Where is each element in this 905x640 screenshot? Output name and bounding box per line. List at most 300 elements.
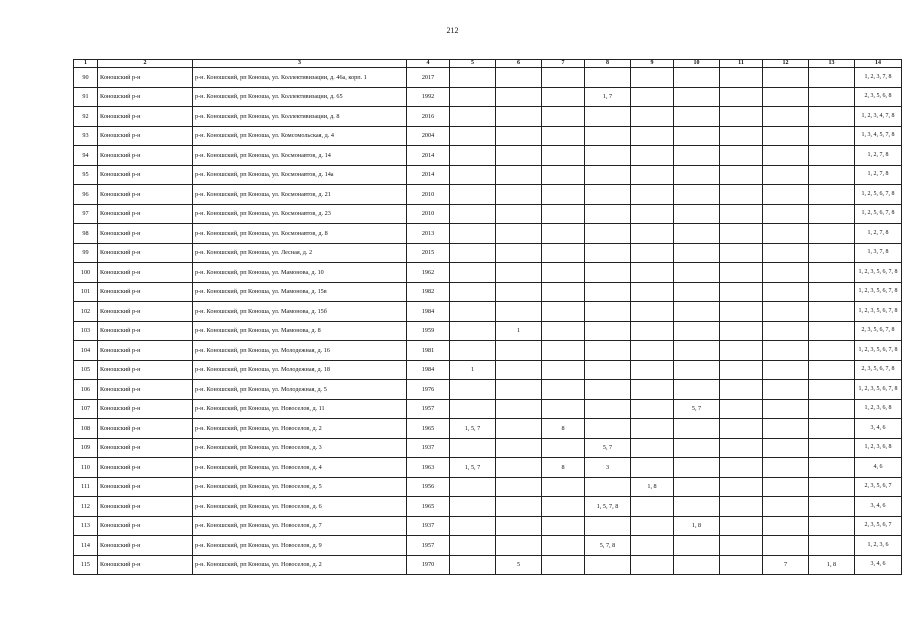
table-cell-col-4: 1965 [407, 497, 450, 517]
table-cell-col-12 [763, 185, 809, 205]
table-cell-col-12 [763, 458, 809, 478]
table-cell-col-2: Коношский р-н [98, 360, 193, 380]
table-cell-col-14: 2, 3, 5, 6, 7, 8 [855, 321, 902, 341]
table-cell-col-12 [763, 165, 809, 185]
table-row [74, 185, 902, 205]
table-cell-col-1: 92 [74, 107, 98, 127]
column-header-4: 4 [407, 60, 450, 68]
table-cell-col-14: 1, 2, 3, 6, 8 [855, 399, 902, 419]
table-cell-col-10 [674, 341, 720, 361]
table-cell-col-14: 1, 2, 7, 8 [855, 146, 902, 166]
table-cell-col-8 [585, 282, 631, 302]
table-cell-col-12 [763, 243, 809, 263]
table-cell-col-13 [809, 536, 855, 556]
table-cell-col-2: Коношский р-н [98, 438, 193, 458]
table-cell-col-8: 1, 7 [585, 87, 631, 107]
table-cell-col-5 [450, 477, 496, 497]
table-cell-col-11 [720, 497, 763, 517]
table-cell-col-10 [674, 536, 720, 556]
table-cell-col-11 [720, 380, 763, 400]
table-cell-col-1: 91 [74, 87, 98, 107]
table-cell-col-8 [585, 68, 631, 88]
table-cell-col-8 [585, 360, 631, 380]
housing-register-table [73, 59, 902, 575]
table-cell-col-3: р-н. Коношский, рп Коноша, ул. Мамонова, д. 15б [193, 302, 407, 322]
table-cell-col-4: 1937 [407, 516, 450, 536]
table-cell-col-14: 2, 3, 5, 6, 7, 8 [855, 360, 902, 380]
table-cell-col-11 [720, 243, 763, 263]
table-cell-col-12 [763, 477, 809, 497]
table-cell-col-10 [674, 497, 720, 517]
table-cell-col-11 [720, 87, 763, 107]
table-cell-col-13 [809, 165, 855, 185]
table-cell-col-2: Коношский р-н [98, 282, 193, 302]
table-cell-col-13 [809, 458, 855, 478]
table-body [74, 68, 902, 575]
table-cell-col-14: 1, 2, 5, 6, 7, 8 [855, 204, 902, 224]
table-cell-col-10 [674, 263, 720, 283]
table-cell-col-7 [542, 380, 585, 400]
table-cell-col-6 [496, 68, 542, 88]
table-cell-col-9 [631, 263, 674, 283]
table-cell-col-6 [496, 224, 542, 244]
table-cell-col-13 [809, 302, 855, 322]
table-cell-col-1: 93 [74, 126, 98, 146]
table-cell-col-14: 1, 2, 3, 5, 6, 7, 8 [855, 380, 902, 400]
column-header-9: 9 [631, 60, 674, 68]
table-cell-col-4: 1963 [407, 458, 450, 478]
table-cell-col-14: 2, 3, 5, 6, 7 [855, 516, 902, 536]
table-row [74, 263, 902, 283]
table-cell-col-6 [496, 282, 542, 302]
table-cell-col-1: 114 [74, 536, 98, 556]
table-cell-col-12 [763, 438, 809, 458]
table-cell-col-1: 108 [74, 419, 98, 439]
table-cell-col-11 [720, 555, 763, 575]
table-cell-col-7 [542, 399, 585, 419]
table-cell-col-11 [720, 321, 763, 341]
table-cell-col-4: 1957 [407, 399, 450, 419]
table-row [74, 165, 902, 185]
table-cell-col-5 [450, 516, 496, 536]
table-cell-col-1: 103 [74, 321, 98, 341]
table-header-row [74, 60, 902, 68]
table-row [74, 126, 902, 146]
table-cell-col-1: 104 [74, 341, 98, 361]
table-cell-col-9 [631, 107, 674, 127]
table-cell-col-3: р-н. Коношский, рп Коноша, ул. Космонавтов, д. 14 [193, 146, 407, 166]
table-cell-col-8 [585, 224, 631, 244]
column-header-5: 5 [450, 60, 496, 68]
table-cell-col-6 [496, 399, 542, 419]
table-cell-col-10 [674, 458, 720, 478]
table-cell-col-7 [542, 516, 585, 536]
table-cell-col-6 [496, 360, 542, 380]
table-cell-col-7 [542, 341, 585, 361]
table-cell-col-1: 112 [74, 497, 98, 517]
table-cell-col-5 [450, 263, 496, 283]
table-cell-col-6 [496, 165, 542, 185]
table-cell-col-7 [542, 243, 585, 263]
table-cell-col-4: 1984 [407, 360, 450, 380]
table-cell-col-7 [542, 282, 585, 302]
table-cell-col-12 [763, 380, 809, 400]
table-cell-col-13 [809, 224, 855, 244]
table-cell-col-9 [631, 399, 674, 419]
table-cell-col-13 [809, 516, 855, 536]
table-cell-col-5 [450, 224, 496, 244]
table-cell-col-12: 7 [763, 555, 809, 575]
table-cell-col-1: 105 [74, 360, 98, 380]
table-row [74, 68, 902, 88]
table-cell-col-12 [763, 399, 809, 419]
table-cell-col-10 [674, 126, 720, 146]
table-cell-col-12 [763, 321, 809, 341]
table-cell-col-11 [720, 399, 763, 419]
table-cell-col-4: 1959 [407, 321, 450, 341]
table-cell-col-2: Коношский р-н [98, 263, 193, 283]
table-row [74, 419, 902, 439]
table-cell-col-6 [496, 204, 542, 224]
table-cell-col-5 [450, 497, 496, 517]
column-header-10: 10 [674, 60, 720, 68]
table-cell-col-9 [631, 243, 674, 263]
table-cell-col-13 [809, 243, 855, 263]
table-cell-col-3: р-н. Коношский, рп Коноша, ул. Новоселов, д. 9 [193, 536, 407, 556]
table-cell-col-5 [450, 146, 496, 166]
table-cell-col-8: 3 [585, 458, 631, 478]
table-cell-col-2: Коношский р-н [98, 224, 193, 244]
table-cell-col-6 [496, 185, 542, 205]
table-cell-col-14: 1, 2, 3, 7, 8 [855, 68, 902, 88]
table-cell-col-2: Коношский р-н [98, 399, 193, 419]
table-cell-col-11 [720, 263, 763, 283]
table-cell-col-4: 2016 [407, 107, 450, 127]
table-cell-col-10 [674, 165, 720, 185]
table-cell-col-14: 1, 2, 3, 5, 6, 7, 8 [855, 341, 902, 361]
table-cell-col-2: Коношский р-н [98, 165, 193, 185]
table-cell-col-12 [763, 87, 809, 107]
table-cell-col-10 [674, 107, 720, 127]
table-cell-col-12 [763, 224, 809, 244]
table-cell-col-6 [496, 263, 542, 283]
table-cell-col-5 [450, 399, 496, 419]
table-cell-col-9 [631, 497, 674, 517]
table-cell-col-8 [585, 146, 631, 166]
table-cell-col-13 [809, 204, 855, 224]
table-cell-col-5 [450, 536, 496, 556]
table-cell-col-8 [585, 204, 631, 224]
table-cell-col-7 [542, 146, 585, 166]
table-cell-col-3: р-н. Коношский, рп Коноша, ул. Новоселов, д. 4 [193, 458, 407, 478]
table-cell-col-13 [809, 341, 855, 361]
table-cell-col-4: 1982 [407, 282, 450, 302]
table-cell-col-9 [631, 458, 674, 478]
table-cell-col-4: 2010 [407, 204, 450, 224]
table-cell-col-3: р-н. Коношский, рп Коноша, ул. Космонавтов, д. 8 [193, 224, 407, 244]
table-row [74, 302, 902, 322]
table-cell-col-2: Коношский р-н [98, 419, 193, 439]
table-cell-col-1: 109 [74, 438, 98, 458]
table-cell-col-4: 2014 [407, 165, 450, 185]
table-cell-col-3: р-н. Коношский, рп Коноша, ул. Мамонова, д. 15в [193, 282, 407, 302]
table-cell-col-5: 1, 5, 7 [450, 419, 496, 439]
table-cell-col-10: 1, 8 [674, 516, 720, 536]
table-cell-col-3: р-н. Коношский, рп Коноша, ул. Новоселов, д. 7 [193, 516, 407, 536]
table-cell-col-9 [631, 204, 674, 224]
table-cell-col-9 [631, 165, 674, 185]
table-cell-col-4: 1956 [407, 477, 450, 497]
table-cell-col-11 [720, 477, 763, 497]
table-cell-col-5: 1 [450, 360, 496, 380]
table-cell-col-9 [631, 438, 674, 458]
table-cell-col-3: р-н. Коношский, рп Коноша, ул. Космонавтов, д. 23 [193, 204, 407, 224]
table-cell-col-2: Коношский р-н [98, 477, 193, 497]
table-cell-col-14: 1, 2, 7, 8 [855, 224, 902, 244]
table-cell-col-10 [674, 87, 720, 107]
table-cell-col-7 [542, 204, 585, 224]
table-cell-col-8 [585, 302, 631, 322]
table-cell-col-14: 1, 2, 7, 8 [855, 165, 902, 185]
table-cell-col-4: 1981 [407, 341, 450, 361]
table-cell-col-12 [763, 204, 809, 224]
table-cell-col-10 [674, 302, 720, 322]
table-cell-col-9 [631, 185, 674, 205]
column-header-3: 3 [193, 60, 407, 68]
table-cell-col-10 [674, 438, 720, 458]
table-row [74, 516, 902, 536]
table-cell-col-5 [450, 380, 496, 400]
table-row [74, 204, 902, 224]
table-cell-col-3: р-н. Коношский, рп Коноша, ул. Коллективизации, д. 8 [193, 107, 407, 127]
table-cell-col-2: Коношский р-н [98, 243, 193, 263]
table-cell-col-9 [631, 419, 674, 439]
table-cell-col-2: Коношский р-н [98, 555, 193, 575]
table-cell-col-2: Коношский р-н [98, 87, 193, 107]
table-cell-col-4: 1984 [407, 302, 450, 322]
table-cell-col-13: 1, 8 [809, 555, 855, 575]
table-cell-col-8: 1, 5, 7, 8 [585, 497, 631, 517]
table-cell-col-5 [450, 321, 496, 341]
table-cell-col-9 [631, 302, 674, 322]
table-cell-col-4: 1970 [407, 555, 450, 575]
table-cell-col-7 [542, 68, 585, 88]
table-cell-col-2: Коношский р-н [98, 146, 193, 166]
table-cell-col-8 [585, 477, 631, 497]
table-cell-col-6 [496, 438, 542, 458]
table-cell-col-10 [674, 243, 720, 263]
table-cell-col-12 [763, 282, 809, 302]
table-row [74, 87, 902, 107]
table-cell-col-8 [585, 341, 631, 361]
table-cell-col-7: 8 [542, 419, 585, 439]
table-cell-col-8: 5, 7 [585, 438, 631, 458]
table-cell-col-11 [720, 204, 763, 224]
table-cell-col-2: Коношский р-н [98, 302, 193, 322]
column-header-13: 13 [809, 60, 855, 68]
table-cell-col-13 [809, 126, 855, 146]
table-cell-col-10 [674, 321, 720, 341]
table-cell-col-14: 1, 3, 7, 8 [855, 243, 902, 263]
table-cell-col-11 [720, 68, 763, 88]
table-cell-col-2: Коношский р-н [98, 107, 193, 127]
table-cell-col-3: р-н. Коношский, рп Коноша, ул. Новоселов, д. 2 [193, 555, 407, 575]
table-cell-col-7: 8 [542, 458, 585, 478]
table-cell-col-11 [720, 360, 763, 380]
column-header-7: 7 [542, 60, 585, 68]
table-cell-col-2: Коношский р-н [98, 204, 193, 224]
table-cell-col-7 [542, 185, 585, 205]
table-cell-col-13 [809, 263, 855, 283]
table-cell-col-6 [496, 497, 542, 517]
table-cell-col-3: р-н. Коношский, рп Коноша, ул. Новоселов, д. 3 [193, 438, 407, 458]
table-cell-col-2: Коношский р-н [98, 516, 193, 536]
table-cell-col-7 [542, 87, 585, 107]
table-cell-col-6 [496, 126, 542, 146]
table-row [74, 282, 902, 302]
table-cell-col-4: 2014 [407, 146, 450, 166]
table-row [74, 477, 902, 497]
table-row [74, 380, 902, 400]
table-cell-col-7 [542, 536, 585, 556]
table-cell-col-14: 1, 2, 5, 6, 7, 8 [855, 185, 902, 205]
table-cell-col-12 [763, 302, 809, 322]
table-cell-col-4: 2013 [407, 224, 450, 244]
table-cell-col-1: 102 [74, 302, 98, 322]
table-cell-col-10 [674, 477, 720, 497]
table-cell-col-1: 96 [74, 185, 98, 205]
table-cell-col-10: 5, 7 [674, 399, 720, 419]
table-row [74, 341, 902, 361]
table-cell-col-14: 3, 4, 6 [855, 419, 902, 439]
table-cell-col-12 [763, 341, 809, 361]
table-cell-col-3: р-н. Коношский, рп Коноша, ул. Космонавтов, д. 14а [193, 165, 407, 185]
table-cell-col-7 [542, 438, 585, 458]
table-cell-col-6: 5 [496, 555, 542, 575]
table-cell-col-4: 1992 [407, 87, 450, 107]
table-cell-col-14: 2, 3, 5, 6, 8 [855, 87, 902, 107]
table-cell-col-5 [450, 302, 496, 322]
table-cell-col-5 [450, 107, 496, 127]
table-cell-col-11 [720, 185, 763, 205]
table-cell-col-9 [631, 126, 674, 146]
table-row [74, 224, 902, 244]
table-cell-col-7 [542, 497, 585, 517]
table-cell-col-1: 99 [74, 243, 98, 263]
table-cell-col-2: Коношский р-н [98, 68, 193, 88]
table-cell-col-11 [720, 419, 763, 439]
table-cell-col-1: 115 [74, 555, 98, 575]
table-cell-col-1: 107 [74, 399, 98, 419]
table-cell-col-13 [809, 282, 855, 302]
table-cell-col-4: 1962 [407, 263, 450, 283]
table-cell-col-13 [809, 399, 855, 419]
table-cell-col-12 [763, 263, 809, 283]
table-cell-col-4: 1937 [407, 438, 450, 458]
table-cell-col-11 [720, 341, 763, 361]
table-cell-col-7 [542, 107, 585, 127]
table-cell-col-3: р-н. Коношский, рп Коноша, ул. Лесная, д. 2 [193, 243, 407, 263]
table-cell-col-3: р-н. Коношский, рп Коноша, ул. Молодежная, д. 16 [193, 341, 407, 361]
table-cell-col-2: Коношский р-н [98, 126, 193, 146]
table-row [74, 555, 902, 575]
column-header-1: 1 [74, 60, 98, 68]
page-number: 212 [446, 26, 459, 35]
table-cell-col-14: 4, 6 [855, 458, 902, 478]
table-cell-col-4: 2004 [407, 126, 450, 146]
table-cell-col-3: р-н. Коношский, рп Коноша, ул. Комсомольская, д. 4 [193, 126, 407, 146]
table-cell-col-3: р-н. Коношский, рп Коноша, ул. Молодежная, д. 5 [193, 380, 407, 400]
table-cell-col-8 [585, 555, 631, 575]
table-cell-col-6 [496, 341, 542, 361]
table-cell-col-13 [809, 87, 855, 107]
table-cell-col-7 [542, 302, 585, 322]
table-cell-col-12 [763, 146, 809, 166]
table-cell-col-13 [809, 68, 855, 88]
table-cell-col-1: 94 [74, 146, 98, 166]
table-cell-col-5 [450, 87, 496, 107]
table-cell-col-9 [631, 224, 674, 244]
table-cell-col-7 [542, 477, 585, 497]
table-row [74, 321, 902, 341]
table-cell-col-6 [496, 458, 542, 478]
table-cell-col-9 [631, 380, 674, 400]
table-cell-col-2: Коношский р-н [98, 536, 193, 556]
table-cell-col-9 [631, 87, 674, 107]
table-cell-col-7 [542, 126, 585, 146]
table-cell-col-12 [763, 419, 809, 439]
table-cell-col-3: р-н. Коношский, рп Коноша, ул. Мамонова, д. 8 [193, 321, 407, 341]
table-cell-col-9 [631, 321, 674, 341]
table-cell-col-8: 5, 7, 8 [585, 536, 631, 556]
table-cell-col-13 [809, 497, 855, 517]
table-cell-col-12 [763, 536, 809, 556]
table-cell-col-4: 1965 [407, 419, 450, 439]
table-cell-col-13 [809, 419, 855, 439]
table-cell-col-12 [763, 126, 809, 146]
table-row [74, 497, 902, 517]
table-cell-col-5 [450, 204, 496, 224]
table-row [74, 360, 902, 380]
table-cell-col-9 [631, 146, 674, 166]
table-cell-col-3: р-н. Коношский, рп Коноша, ул. Коллективизации, д. 65 [193, 87, 407, 107]
table-cell-col-13 [809, 380, 855, 400]
table-cell-col-7 [542, 165, 585, 185]
table-cell-col-10 [674, 360, 720, 380]
table-cell-col-8 [585, 185, 631, 205]
column-header-8: 8 [585, 60, 631, 68]
table-cell-col-9 [631, 341, 674, 361]
table-cell-col-3: р-н. Коношский, рп Коноша, ул. Молодежная, д. 18 [193, 360, 407, 380]
table-cell-col-7 [542, 263, 585, 283]
table-cell-col-5 [450, 438, 496, 458]
table-cell-col-11 [720, 438, 763, 458]
table-cell-col-4: 2010 [407, 185, 450, 205]
table-cell-col-5 [450, 341, 496, 361]
table-cell-col-11 [720, 107, 763, 127]
table-cell-col-2: Коношский р-н [98, 185, 193, 205]
table-cell-col-1: 90 [74, 68, 98, 88]
table-cell-col-9 [631, 282, 674, 302]
table-cell-col-6: 1 [496, 321, 542, 341]
table-cell-col-11 [720, 165, 763, 185]
table-cell-col-7 [542, 555, 585, 575]
table-cell-col-12 [763, 107, 809, 127]
table-cell-col-13 [809, 321, 855, 341]
table-cell-col-5 [450, 165, 496, 185]
table-cell-col-9 [631, 516, 674, 536]
table-cell-col-14: 2, 3, 5, 6, 7 [855, 477, 902, 497]
